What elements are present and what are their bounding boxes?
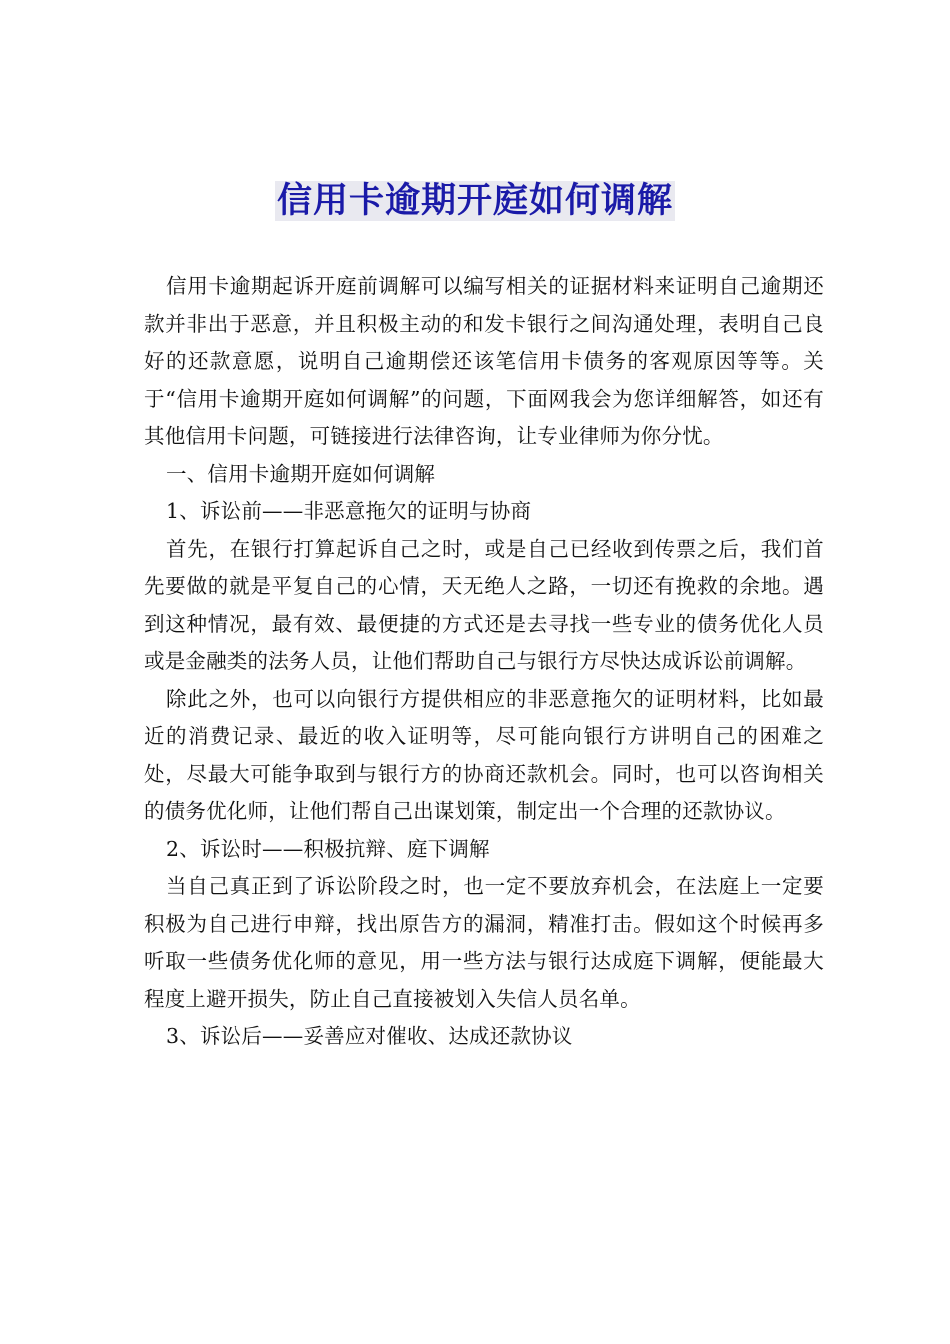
intro-paragraph: 信用卡逾期起诉开庭前调解可以编写相关的证据材料来证明自己逾期还款并非出于恶意，并且积极主动的和发卡银行之间沟通处理，表明自己良好的还款意愿，说明自己逾期偿还该笔信用卡债务的客观原因等等。关于“信用卡逾期开庭如何调解”的问题，下面网我会为您详细解答，如还有其他信用卡问题，可链接进行法律咨询，让专业律师为你分忧。 — [144, 274, 824, 448]
subsection-1-paragraph-2: 除此之外，也可以向银行方提供相应的非恶意拖欠的证明材料，比如最近的消费记录、最近的收入证明等，尽可能向银行方讲明自己的困难之处，尽最大可能争取到与银行方的协商还款机会。同时，也可以咨询相关的债务优化师，让他们帮自己出谋划策，制定出一个合理的还款协议。 — [144, 686, 824, 823]
subsection-2-paragraph-1: 当自己真正到了诉讼阶段之时，也一定不要放弃机会，在法庭上一定要积极为自己进行申辩，找出原告方的漏洞，精准打击。假如这个时候再多听取一些债务优化师的意见，用一些方法与银行达成庭下调解，便能最大程度上避开损失，防止自己直接被划入失信人员名单。 — [144, 874, 824, 1011]
document-body — [144, 268, 824, 1056]
subsection-heading-2: 2、诉讼时——积极抗辩、庭下调解 — [166, 836, 490, 861]
subsection-1-paragraph-1: 首先，在银行打算起诉自己之时，或是自己已经收到传票之后，我们首先要做的就是平复自己的心情，天无绝人之路，一切还有挽救的余地。遇到这种情况，最有效、最便捷的方式还是去寻找一些专业的债务优化人员或是金融类的法务人员，让他们帮助自己与银行方尽快达成诉讼前调解。 — [144, 536, 824, 673]
document-title — [0, 178, 950, 224]
subsection-heading-3: 3、诉讼后——妥善应对催收、达成还款协议 — [166, 1024, 573, 1048]
subsection-heading-1: 1、诉讼前——非恶意拖欠的证明与协商 — [166, 499, 532, 523]
section-heading: 一、信用卡逾期开庭如何调解 — [166, 461, 436, 486]
document-title-text: 信用卡逾期开庭如何调解 — [276, 181, 673, 221]
